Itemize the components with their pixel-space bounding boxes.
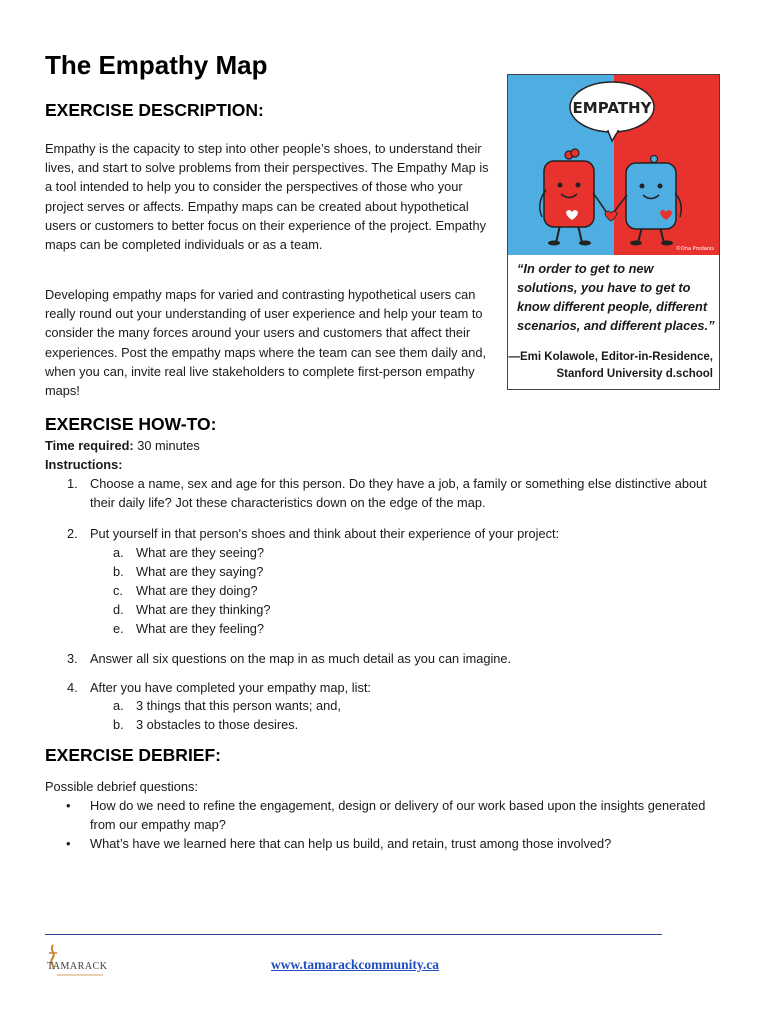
sub-step-letter: b.: [113, 717, 124, 732]
bullet-icon: •: [66, 798, 71, 813]
sub-step-letter: b.: [113, 564, 124, 579]
illustration-credit: ©Ona Prodanis: [675, 246, 714, 252]
debrief-question: How do we need to refine the engagement, design or delivery of our work based upon the insights generated from our empathy map?: [90, 798, 706, 832]
step-text: Put yourself in that person's shoes and think about their experience of your project:: [90, 526, 560, 541]
time-required-label: Time required:: [45, 438, 134, 453]
sub-step-letter: e.: [113, 621, 124, 636]
footer-divider: [45, 934, 662, 935]
sub-step-text: What are they thinking?: [136, 602, 271, 617]
instructions-label: Instructions:: [45, 457, 123, 472]
sub-step-text: 3 things that this person wants; and,: [136, 698, 341, 713]
sub-step-text: What are they seeing?: [136, 545, 265, 560]
speech-bubble-text: EMPATHY: [572, 99, 652, 117]
sub-step-text: What are they feeling?: [136, 621, 265, 636]
quote-attribution-institution: Stanford University d.school: [556, 368, 713, 380]
sub-step-letter: a.: [113, 698, 124, 713]
sub-step-text: What are they doing?: [136, 583, 258, 598]
debrief-heading: EXERCISE DEBRIEF:: [45, 745, 221, 765]
tamarack-logo-text: TAMARACK: [47, 961, 108, 972]
step-text: Answer all six questions on the map in as much detail as you can imagine.: [90, 651, 512, 666]
sub-step-letter: c.: [113, 583, 123, 598]
description-paragraph-1: Empathy is the capacity to step into other people’s shoes, to understand their lives, and start to solve problems from their perspectives. The Empathy Map is a tool intended to help you to consider the perspectives of those who your project serves or affects. Empathy maps can be created about hypothetical users or customers to better focus on their experience of the project. Empathy maps can be completed individuals or as a team.: [45, 141, 489, 253]
quote-text: “In order to get to new solutions, you have to get to know different people, different scenarios, and different places.”: [517, 261, 715, 333]
page-title: The Empathy Map: [45, 50, 268, 80]
quote-attribution-name: —Emi Kolawole, Editor-in-Residence,: [508, 351, 713, 363]
empathy-illustration: [508, 75, 719, 255]
description-heading: EXERCISE DESCRIPTION:: [45, 100, 264, 120]
sub-step-text: What are they saying?: [136, 564, 264, 579]
time-required: [45, 437, 200, 455]
sub-step-text: 3 obstacles to those desires.: [136, 717, 299, 732]
quote-sidebar: [507, 74, 720, 390]
bullet-icon: •: [66, 836, 71, 851]
step-text: Choose a name, sex and age for this person. Do they have a job, a family or something else distinctive about their daily life? Jot these characteristics down on the edge of the map.: [90, 476, 707, 510]
time-required-value: 30 minutes: [133, 438, 200, 453]
step-number: 4.: [67, 680, 78, 695]
step-number: 2.: [67, 526, 78, 541]
description-paragraph-2: Developing empathy maps for varied and contrasting hypothetical users can really round out your understanding of user experience and help your team to consider the many forces around your users and customers that affect their experiences. Post the empathy maps where the team can see them daily and, when you can, invite real live stakeholders to complete first-person empathy maps!: [45, 287, 487, 399]
step-text: After you have completed your empathy map, list:: [90, 680, 371, 695]
sub-step-letter: a.: [113, 545, 124, 560]
step-number: 3.: [67, 651, 78, 666]
step-number: 1.: [67, 476, 78, 491]
debrief-intro: Possible debrief questions:: [45, 779, 198, 794]
howto-heading: EXERCISE HOW-TO:: [45, 414, 217, 434]
debrief-question: What’s have we learned here that can help us build, and retain, trust among those involved?: [90, 836, 612, 851]
sub-step-letter: d.: [113, 602, 124, 617]
website-link[interactable]: www.tamarackcommunity.ca: [271, 957, 439, 972]
